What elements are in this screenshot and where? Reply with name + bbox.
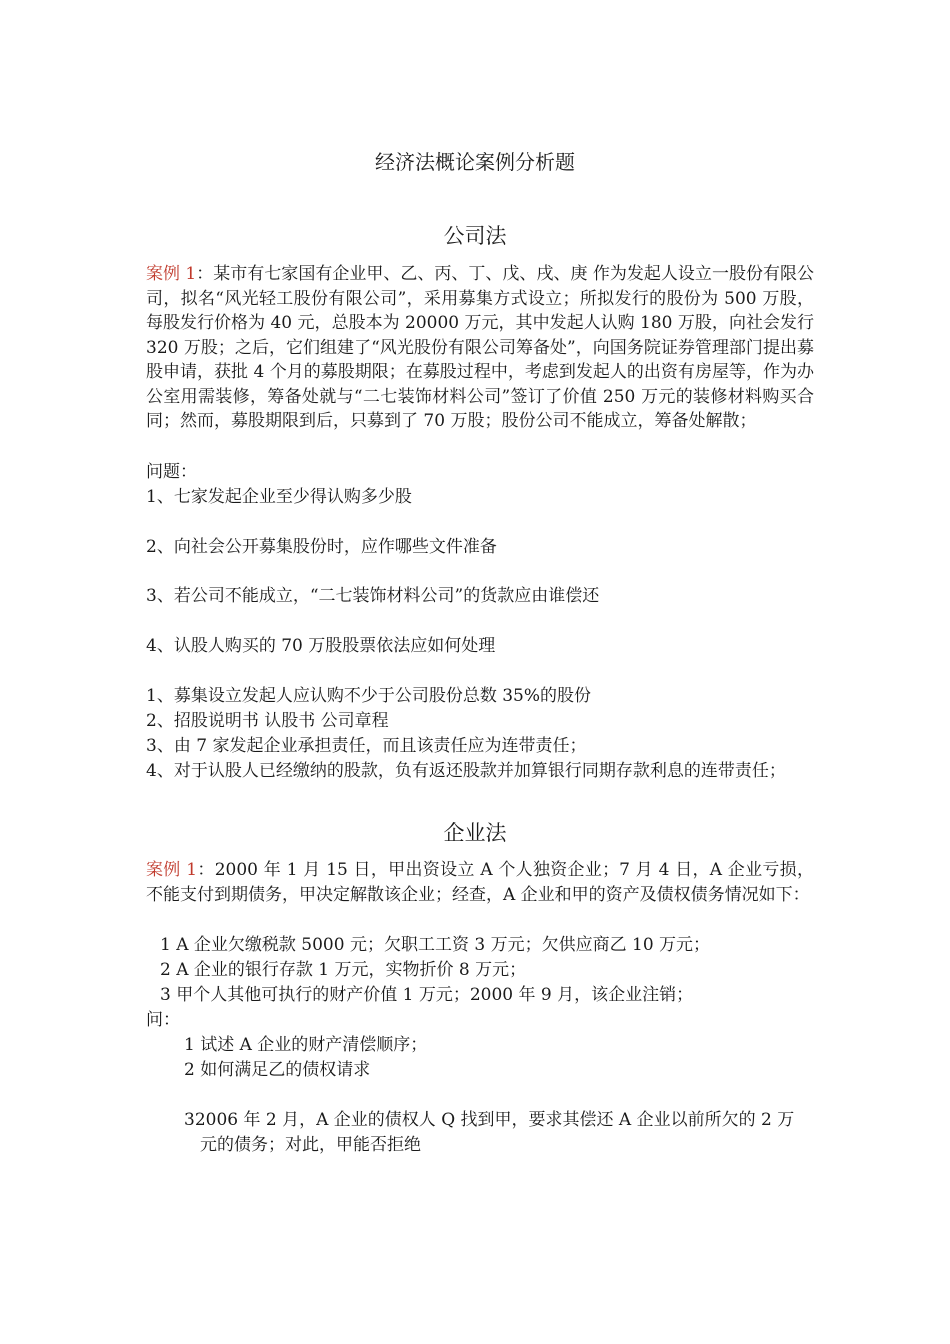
company-law-case-paragraph [146,262,814,434]
answer-item: 4、对于认股人已经缴纳的股款，负有返还股款并加算银行同期存款利息的连带责任； [146,761,786,781]
question-item: 3、若公司不能成立，“二七装饰材料公司”的货款应由谁偿还 [146,586,600,606]
questions-label: 问题： [146,462,197,482]
questions-label: 问： [146,1010,180,1030]
enterprise-law-case-paragraph [146,858,814,907]
section-heading-enterprise-law: 企业法 [443,821,507,845]
question-item: 32006 年 2 月，A 企业的债权人 Q 找到甲，要求其偿还 A 企业以前所欠的 2 万 [184,1110,795,1130]
case-text: ：某市有七家国有企业甲、乙、丙、丁、戊、戌、庚 作为发起人设立一股份有限公司，拟名“风光轻工股份有限公司”，采用募集方式设立；所拟发行的股份为 500 万股，每股发行价格为 40 元，总股本为 20000 万元，其中发起人认购 180 万股，向社会发行 320 万股；之后，它们组建了“风光股份有限公司筹备处”，向国务院证券管理部门提出募股申请，获批 4 个月的募股期限；在募股过程中，考虑到发起人的出资有房屋等，作为办公室用需装修，筹备处就与“二七装饰材料公司”签订了价值 250 万元的装修材料购买合同；然而，募股期限到后，只募到了 70 万股；股份公司不能成立，筹备处解散； [146,264,814,431]
case-label: 案例 1 [146,264,197,284]
fact-item: 3 甲个人其他可执行的财产价值 1 万元；2000 年 9 月，该企业注销； [160,985,694,1005]
question-item: 2、向社会公开募集股份时，应作哪些文件准备 [146,537,497,557]
question-item: 2 如何满足乙的债权请求 [184,1060,371,1080]
document-title: 经济法概论案例分析题 [375,150,575,174]
case-label: 案例 1 [146,860,198,880]
question-item: 1 试述 A 企业的财产清偿顺序； [184,1035,428,1055]
fact-item: 1 A 企业欠缴税款 5000 元；欠职工工资 3 万元；欠供应商乙 10 万元； [160,935,711,955]
question-item: 4、认股人购买的 70 万股股票依法应如何处理 [146,636,496,656]
answer-item: 3、由 7 家发起企业承担责任，而且该责任应为连带责任； [146,736,587,756]
answer-item: 2、招股说明书 认股书 公司章程 [146,711,389,731]
question-item-continuation: 元的债务；对此，甲能否拒绝 [200,1135,421,1155]
answer-item: 1、募集设立发起人应认购不少于公司股份总数 35%的股份 [146,686,592,706]
section-heading-company-law: 公司法 [443,224,507,248]
question-item: 1、七家发起企业至少得认购多少股 [146,487,412,507]
fact-item: 2 A 企业的银行存款 1 万元，实物折价 8 万元； [160,960,527,980]
case-text: ：2000 年 1 月 15 日，甲出资设立 A 个人独资企业；7 月 4 日，A 企业亏损，不能支付到期债务，甲决定解散该企业；经查，A 企业和甲的资产及债权债务情况如下： [146,860,814,905]
